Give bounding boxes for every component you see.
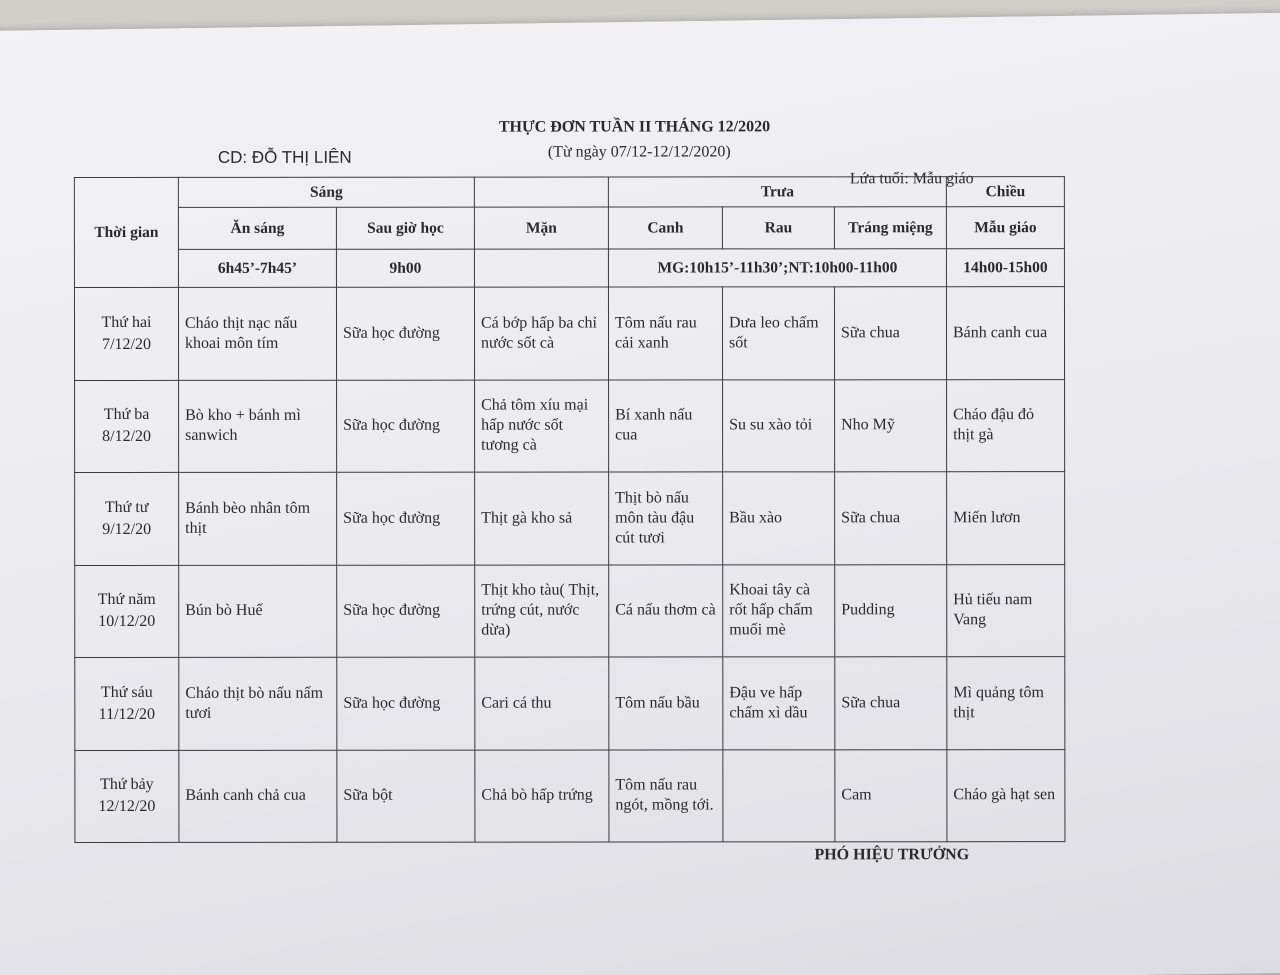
time-an-sang: 6h45’-7h45’ (178, 249, 336, 287)
weekday-label: Thứ năm (97, 591, 156, 609)
menu-cell-an-sang: Bánh bèo nhân tôm thịt (179, 472, 337, 565)
header-time: Thời gian (74, 177, 178, 287)
menu-cell-trang-mieng: Sữa chua (835, 657, 947, 750)
weekly-menu-table (74, 176, 1066, 843)
date-label: 9/12/20 (102, 520, 152, 538)
time-trua: MG:10h15’-11h30’;NT:10h00-11h00 (608, 249, 946, 287)
menu-cell-man: Cari cá thu (475, 657, 609, 750)
menu-cell-man: Chả tôm xíu mại hấp nước sốt tương cà (475, 380, 609, 473)
menu-cell-rau: Khoai tây cà rốt hấp chấm muối mè (723, 564, 835, 657)
menu-cell-trang-mieng: Cam (835, 749, 947, 842)
menu-cell-an-sang: Bò kho + bánh mì sanwich (179, 380, 337, 473)
menu-cell-trang-mieng: Pudding (835, 564, 947, 657)
age-group: Lứa tuổi: Mẫu giáo (849, 170, 974, 188)
menu-cell-man: Thịt kho tàu( Thịt, trứng cút, nước dừa) (475, 565, 609, 658)
table-row (75, 749, 1065, 842)
date-label: 11/12/20 (98, 705, 155, 723)
menu-cell-canh: Cá nấu thơm cà (609, 564, 723, 657)
date-label: 12/12/20 (98, 798, 156, 816)
header-an-sang: Ăn sáng (178, 207, 336, 249)
header-man: Mặn (474, 207, 608, 249)
day-cell (75, 750, 179, 843)
menu-cell-canh: Bí xanh nấu cua (609, 379, 723, 472)
menu-cell-canh: Tôm nấu rau cải xanh (608, 287, 722, 380)
weekday-label: Thứ sáu (100, 683, 153, 701)
time-sau-gio-hoc: 9h00 (336, 249, 474, 287)
menu-cell-an-sang: Bánh canh chả cua (179, 750, 337, 843)
day-cell (74, 287, 178, 380)
menu-cell-rau: Bầu xào (723, 472, 835, 565)
weekday-label: Thứ bảy (100, 776, 154, 794)
header-trua: Trưa (608, 177, 946, 207)
day-cell (75, 657, 179, 750)
menu-cell-sau-gio-hoc: Sữa học đường (337, 472, 475, 565)
menu-cell-an-sang: Cháo thịt nạc nấu khoai môn tím (178, 287, 336, 380)
day-cell (75, 565, 179, 658)
menu-cell-an-sang: Bún bò Huế (179, 565, 337, 658)
menu-document (54, 109, 1097, 870)
table-row (74, 287, 1064, 380)
menu-cell-man: Thịt gà kho sả (475, 472, 609, 565)
table-row (75, 379, 1065, 472)
header-empty (474, 177, 608, 207)
header-sau-gio-hoc: Sau giờ học (336, 207, 474, 249)
teacher-name: CD: ĐỖ THỊ LIÊN (217, 147, 352, 167)
time-chieu: 14h00-15h00 (946, 249, 1064, 287)
menu-cell-rau: Su su xào tỏi (723, 379, 835, 472)
menu-cell-rau (723, 749, 835, 842)
menu-cell-sau-gio-hoc: Sữa học đường (336, 287, 474, 380)
weekday-label: Thứ hai (101, 313, 152, 331)
menu-cell-sau-gio-hoc: Sữa học đường (337, 657, 475, 750)
table-row (75, 564, 1065, 657)
weekday-label: Thứ tư (104, 498, 149, 516)
menu-cell-rau: Đậu ve hấp chấm xì dầu (723, 657, 835, 750)
menu-cell-canh: Tôm nấu rau ngót, mồng tới. (609, 749, 723, 842)
header-sang: Sáng (178, 177, 474, 207)
header-mau-giao: Mẫu giáo (946, 207, 1064, 249)
date-label: 8/12/20 (102, 428, 152, 446)
paper-sheet (0, 12, 1280, 975)
date-label: 10/12/20 (98, 613, 156, 631)
menu-cell-man: Cá bớp hấp ba chỉ nước sốt cà (474, 287, 608, 380)
menu-cell-canh: Tôm nấu bầu (609, 657, 723, 750)
menu-cell-chieu: Hủ tiếu nam Vang (947, 564, 1065, 657)
menu-cell-canh: Thịt bò nấu môn tàu đậu cút tươi (609, 472, 723, 565)
menu-cell-sau-gio-hoc: Sữa học đường (337, 380, 475, 473)
menu-cell-chieu: Mì quảng tôm thịt (947, 657, 1065, 750)
menu-cell-trang-mieng: Nho Mỹ (835, 379, 947, 472)
menu-cell-chieu: Cháo đậu đỏ thịt gà (947, 379, 1065, 472)
header-chieu: Chiều (946, 177, 1064, 207)
menu-cell-chieu: Bánh canh cua (946, 287, 1064, 380)
table-row (75, 472, 1065, 565)
menu-cell-sau-gio-hoc: Sữa bột (337, 750, 475, 843)
menu-cell-trang-mieng: Sữa chua (835, 472, 947, 565)
weekday-label: Thứ ba (103, 406, 150, 424)
header-rau: Rau (722, 207, 834, 249)
menu-cell-trang-mieng: Sữa chua (834, 287, 946, 380)
day-cell (75, 380, 179, 473)
menu-cell-chieu: Cháo gà hạt sen (947, 749, 1065, 842)
header-trang-mieng: Tráng miệng (834, 207, 946, 249)
menu-cell-chieu: Miến lươn (947, 472, 1065, 565)
header-canh: Canh (608, 207, 722, 249)
document-subtitle: (Từ ngày 07/12-12/12/2020) (547, 143, 731, 161)
menu-cell-an-sang: Cháo thịt bò nấu nấm tươi (179, 657, 337, 750)
menu-cell-rau: Dưa leo chấm sốt (722, 287, 834, 380)
time-empty (474, 249, 608, 287)
menu-cell-man: Chả bò hấp trứng (475, 750, 609, 843)
date-label: 7/12/20 (102, 335, 151, 353)
document-title: THỰC ĐƠN TUẦN II THÁNG 12/2020 (498, 118, 771, 136)
day-cell (75, 472, 179, 565)
signature-title: PHÓ HIỆU TRƯỞNG (814, 846, 970, 864)
menu-cell-sau-gio-hoc: Sữa học đường (337, 565, 475, 658)
table-row (75, 657, 1065, 750)
